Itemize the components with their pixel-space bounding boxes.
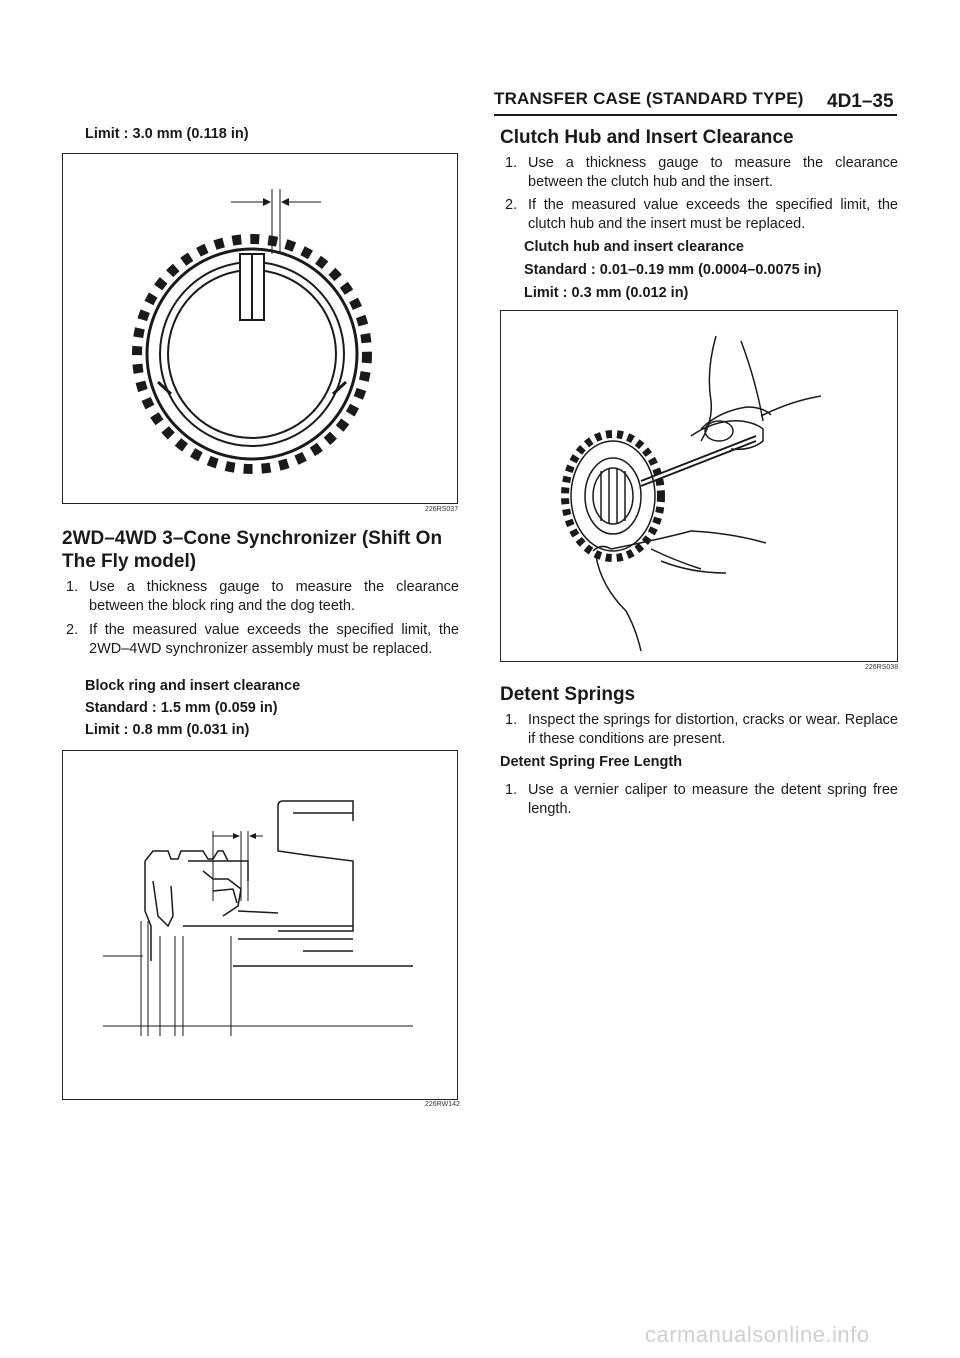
subheading: Detent Spring Free Length [500, 754, 683, 770]
section-heading: Detent Springs [500, 684, 636, 705]
figure-code: 226RW142 [425, 1101, 460, 1108]
step-number: 1. [66, 579, 79, 595]
figure-code: 226RS037 [425, 506, 459, 513]
step-text: If the measured value exceeds the specified limit, the clutch hub and the insert must be replaced. [528, 197, 898, 232]
figure-synchronizer-section [62, 750, 458, 1100]
limit-spec: Limit : 3.0 mm (0.118 in) [85, 126, 249, 142]
step-item [66, 621, 459, 659]
step-item [505, 154, 898, 192]
spec-limit: Limit : 0.8 mm (0.031 in) [85, 722, 250, 738]
watermark: carmanualsonline.info [645, 1322, 870, 1347]
clutch-hub-gauge-illustration [501, 311, 897, 661]
step-item [505, 196, 898, 234]
spec-limit: Limit : 0.3 mm (0.012 in) [524, 285, 689, 301]
step-item [505, 711, 898, 749]
figure-synchronizer-ring [62, 153, 458, 504]
spec-title: Clutch hub and insert clearance [524, 239, 744, 255]
synchronizer-cross-section [63, 751, 457, 1099]
spec-standard: Standard : 1.5 mm (0.059 in) [85, 700, 278, 716]
step-number: 1. [505, 712, 518, 728]
spec-title: Block ring and insert clearance [85, 678, 301, 694]
section-heading: Clutch Hub and Insert Clearance [500, 127, 794, 148]
running-header-title: TRANSFER CASE (STANDARD TYPE) [494, 89, 804, 108]
step-text: Use a thickness gauge to measure the clearance between the block ring and the dog teeth. [89, 579, 459, 614]
synchronizer-ring-illustration [63, 154, 457, 503]
step-number: 1. [505, 155, 518, 171]
step-text: If the measured value exceeds the specified limit, the 2WD–4WD synchronizer assembly must be replaced. [89, 622, 459, 657]
page-number: 4D1–35 [827, 91, 894, 112]
step-text: Inspect the springs for distortion, cracks or wear. Replace if these conditions are present. [528, 712, 898, 747]
figure-clutch-hub-measurement [500, 310, 898, 662]
step-number: 2. [505, 197, 518, 213]
section-heading-line2: The Fly model) [62, 551, 197, 572]
header-rule [494, 114, 897, 116]
section-heading-line1: 2WD–4WD 3–Cone Synchronizer (Shift On [62, 528, 443, 549]
step-item [505, 781, 898, 819]
step-number: 2. [66, 622, 79, 638]
figure-code: 226RS038 [865, 664, 899, 671]
step-text: Use a thickness gauge to measure the clearance between the clutch hub and the insert. [528, 155, 898, 190]
step-item [66, 578, 459, 616]
step-text: Use a vernier caliper to measure the detent spring free length. [528, 782, 898, 817]
spec-standard: Standard : 0.01–0.19 mm (0.0004–0.0075 in) [524, 262, 822, 278]
step-number: 1. [505, 782, 518, 798]
